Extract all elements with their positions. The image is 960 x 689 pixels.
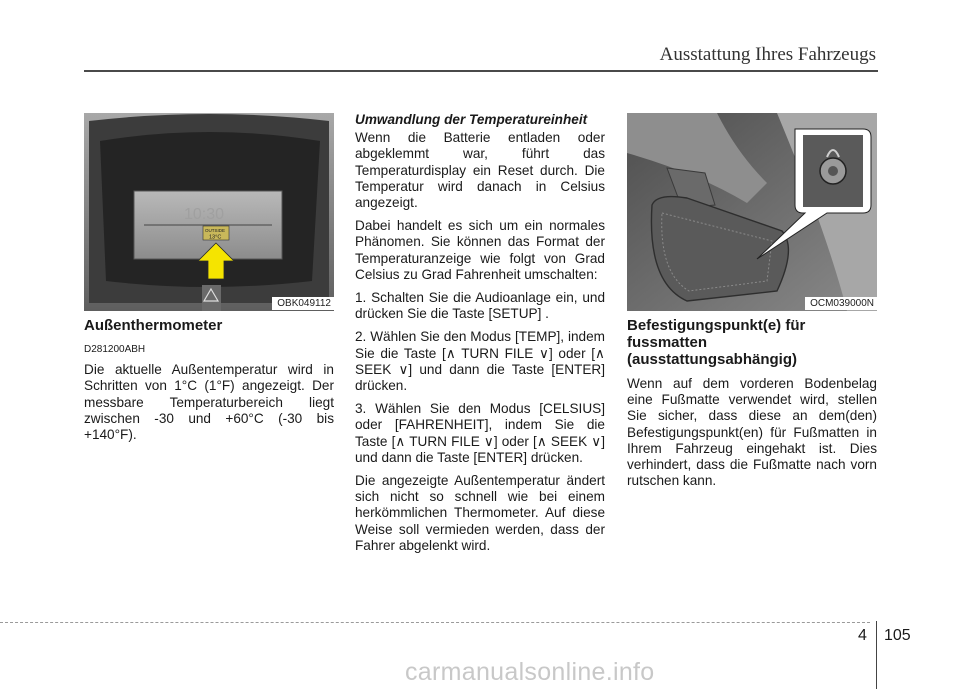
chapter-number: 4 — [858, 627, 867, 644]
page-header-title: Ausstattung Ihres Fahrzeugs — [659, 44, 876, 65]
section-heading: Außenthermometer — [84, 317, 223, 334]
column-middle — [355, 113, 605, 561]
header-rule — [84, 70, 878, 72]
section-heading: Umwandlung der Temperatureinheit — [355, 112, 588, 127]
floor-mat-illustration — [627, 113, 877, 311]
figure-floor-mat — [627, 113, 877, 311]
paragraph: Wenn die Batterie entladen oder abgeklemmt war, führt das Temperaturdisplay ein Reset durch. Die Temperatur wird danach in Celsius angezeigt. — [355, 130, 605, 211]
paragraph: Die angezeigte Außentemperatur ändert sich nicht so schnell wie bei einem herkömmlichen Thermometer. Auf diese Weise soll vermieden werden, dass der Fahrer abgelenkt wird. — [355, 473, 605, 553]
list-item: 1. Schalten Sie die Audioanlage ein, und drücken Sie die Taste [SETUP] . — [355, 290, 605, 322]
figure-label: OCM039000N — [805, 297, 877, 310]
list-item: 3. Wählen Sie den Modus [CELSIUS] oder [FAHRENHEIT], indem Sie die Taste [∧ TURN FILE ∨] oder [∧ SEEK ∨] und dann die Taste [ENTER] drücken. — [355, 401, 605, 465]
paragraph: Wenn auf dem vorderen Bodenbelag eine Fußmatte verwendet wird, stellen Sie sicher, dass diese an dem(den) Befestigungspunkt(en) für Fußmatten in Ihrem Fahrzeug eingehakt ist. Dies verhindert, dass die Fußmatte nach vorn rutschen kann. — [627, 376, 877, 489]
figure-dashboard-display — [84, 113, 334, 311]
display-clock: 10:30 — [184, 206, 225, 223]
section-code: D281200ABH — [84, 344, 146, 355]
section-heading: Befestigungspunkt(e) für fussmatten (ausstattungsabhängig) — [627, 317, 806, 368]
footer-divider — [0, 622, 870, 623]
paragraph: Dabei handelt es sich um ein normales Phänomen. Sie können das Format der Temperaturanzeige wie folgt von Grad Celsius zu Grad Fahrenheit umschalten: — [355, 218, 605, 282]
list-item: 2. Wählen Sie den Modus [TEMP], indem Sie die Taste [∧ TURN FILE ∨] oder [∧ SEEK ∨] und dann die Taste [ENTER] drücken. — [355, 329, 605, 394]
paragraph: Die aktuelle Außentemperatur wird in Schritten von 1°C (1°F) angezeigt. Der messbare Temperaturbereich liegt zwischen -30 und +60°C (-30 bis +140°F). — [84, 362, 334, 443]
watermark: carmanualsonline.info — [405, 658, 655, 686]
column-left — [84, 113, 334, 450]
page-number: 105 — [884, 627, 911, 644]
display-outside-label: OUTSIDE — [205, 228, 226, 233]
dashboard-illustration — [84, 113, 334, 311]
column-right — [627, 113, 877, 496]
figure-label: OBK049112 — [272, 297, 334, 310]
display-temperature: 13°C — [209, 234, 222, 241]
